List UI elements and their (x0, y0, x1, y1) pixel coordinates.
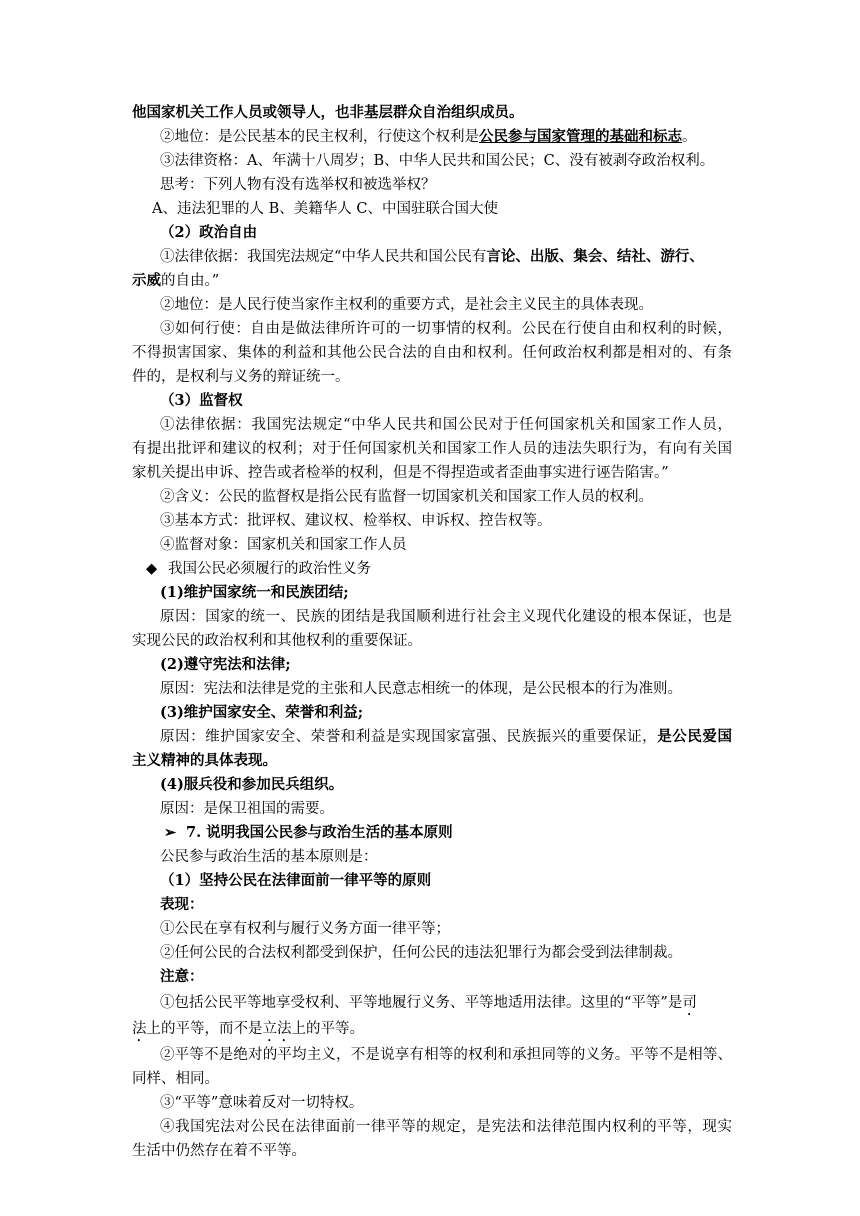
section-heading: （1）坚持公民在法律面前一律平等的原则 (160, 872, 432, 889)
text-line (132, 102, 732, 124)
text-line: 原因：是保卫祖国的需要。 (160, 801, 334, 817)
text-line: ②地位：是人民行使当家作主权利的重要方式，是社会主义民主的具体表现。 (160, 297, 653, 313)
text-span: ①包括公民平等地享受权利、平等地履行义务、平等地适用法律。这里的“平等”是 (160, 995, 683, 1011)
bold-text: 言论、出版、集会、结社、游行、 (486, 248, 704, 265)
text-line: 主义精神的具体表现。 (132, 752, 277, 769)
text-line: 家机关提出申诉、控告或者检举的权利，但是不得捏造或者歪曲事实进行诬告陷害。” (132, 465, 669, 481)
text-span: 原因：维护国家安全、荣誉和利益是实现国家富强、民族振兴的重要保证， (160, 729, 658, 745)
text-line: 公民参与政治生活的基本原则是： (160, 849, 378, 865)
text-line (132, 126, 760, 148)
text-line: ③法律资格：A、年满十八周岁；B、中华人民共和国公民；C、没有被剥夺政治权利。 (160, 153, 715, 169)
text-line (132, 270, 732, 292)
bullet-heading (132, 822, 764, 844)
text-line: 原因：国家的统一、民族的团结是我国顺利进行社会主义现代化建设的根本保证，也是 (160, 609, 732, 625)
text-line: A、违法犯罪的人 B、美籍华人 C、中国驻联合国大使 (152, 201, 498, 217)
section-heading: （2）政治自由 (160, 224, 258, 241)
text-line: ③如何行使：自由是做法律所许可的一切事情的权利。公民在行使自由和权利的时候， (160, 321, 732, 337)
text-line: ③“平等”意味着反对一切特权。 (160, 1095, 364, 1111)
text-span: 的自由。” (161, 273, 220, 289)
text-line: ④我国宪法对公民在法律面前一律平等的规定，是宪法和法律范围内权利的平等，现实 (160, 1119, 732, 1135)
text-line: 实现公民的政治权利和其他权利的重要保证。 (132, 633, 422, 649)
section-heading: （3）监督权 (160, 392, 243, 409)
text-line: ②任何公民的合法权利都受到保护，任何公民的违法犯罪行为都会受到法律制裁。 (160, 945, 682, 961)
emphasis-text: 立法 (262, 1021, 292, 1037)
text-line: ①法律依据：我国宪法规定“中华人民共和国公民对于任何国家机关和国家工作人员， (160, 417, 732, 433)
diamond-bullet-icon: ◆ (146, 561, 158, 577)
text-line: 件的，是权利与义务的辩证统一。 (132, 369, 350, 385)
section-heading: (1)维护国家统一和民族团结; (160, 584, 349, 601)
label-heading: 表现： (160, 896, 204, 913)
arrow-bullet-icon: ➢ (164, 824, 177, 841)
section-heading: (2)遵守宪法和法律; (160, 656, 291, 673)
text-line: 原因：宪法和法律是党的主张和人民意志相统一的体现，是公民根本的行为准则。 (160, 681, 682, 697)
text-line: 生活中仍然存在着不平等。 (132, 1143, 306, 1159)
emphasis-text: 司 (682, 995, 697, 1011)
text-line-bold: 他国家机关工作人员或领导人，也非基层群众自治组织成员。 (132, 104, 524, 121)
text-span: 我国公民必须履行的政治性义务 (168, 561, 371, 577)
text-span: 上的平等，而不是 (146, 1021, 263, 1037)
text-line: 同样、相同。 (132, 1071, 219, 1087)
section-heading: (4)服兵役和参加民兵组织。 (160, 776, 344, 793)
text-line: ③基本方式：批评权、建议权、检举权、申诉权、控告权等。 (160, 513, 552, 529)
text-line: 思考：下列人物有没有选举权和被选举权？ (160, 177, 436, 193)
text-line: 有提出批评和建议的权利；对于任何国家机关和国家工作人员的违法失职行为，有向有关国 (132, 441, 732, 457)
text-span: ①法律依据：我国宪法规定“中华人民共和国公民有 (160, 249, 487, 265)
underlined-bold-text: 公民参与国家管理的基础和标志 (479, 128, 682, 145)
text-line: 不得损害国家、集体的利益和其他公民合法的自由和权利。任何政治权利都是相对的、有条 (132, 345, 732, 361)
bullet-line (132, 558, 746, 580)
emphasis-text: 法 (132, 1021, 147, 1037)
text-line: ④监督对象：国家机关和国家工作人员 (160, 537, 407, 553)
text-span: 。 (682, 129, 697, 145)
text-span: 上的平等。 (291, 1021, 364, 1037)
text-line (132, 992, 760, 1019)
bold-text: 示威 (132, 272, 161, 289)
text-line (132, 1018, 732, 1045)
text-line: ①公民在享有权利与履行义务方面一律平等； (160, 921, 450, 937)
text-span: ②地位：是公民基本的民主权利，行使这个权利是 (160, 129, 479, 145)
text-line: ②平等不是绝对的平均主义，不是说享有相等的权利和承担同等的义务。平等不是相等、 (160, 1047, 732, 1063)
text-line (132, 726, 732, 748)
text-line: ②含义：公民的监督权是指公民有监督一切国家机关和国家工作人员的权利。 (160, 489, 653, 505)
label-heading: 注意： (160, 968, 204, 985)
text-line (132, 246, 732, 268)
heading-text: 7. 说明我国公民参与政治生活的基本原则 (186, 824, 453, 841)
section-heading: (3)维护国家安全、荣誉和利益; (160, 704, 364, 721)
bold-text: 是公民爱国 (657, 728, 733, 745)
